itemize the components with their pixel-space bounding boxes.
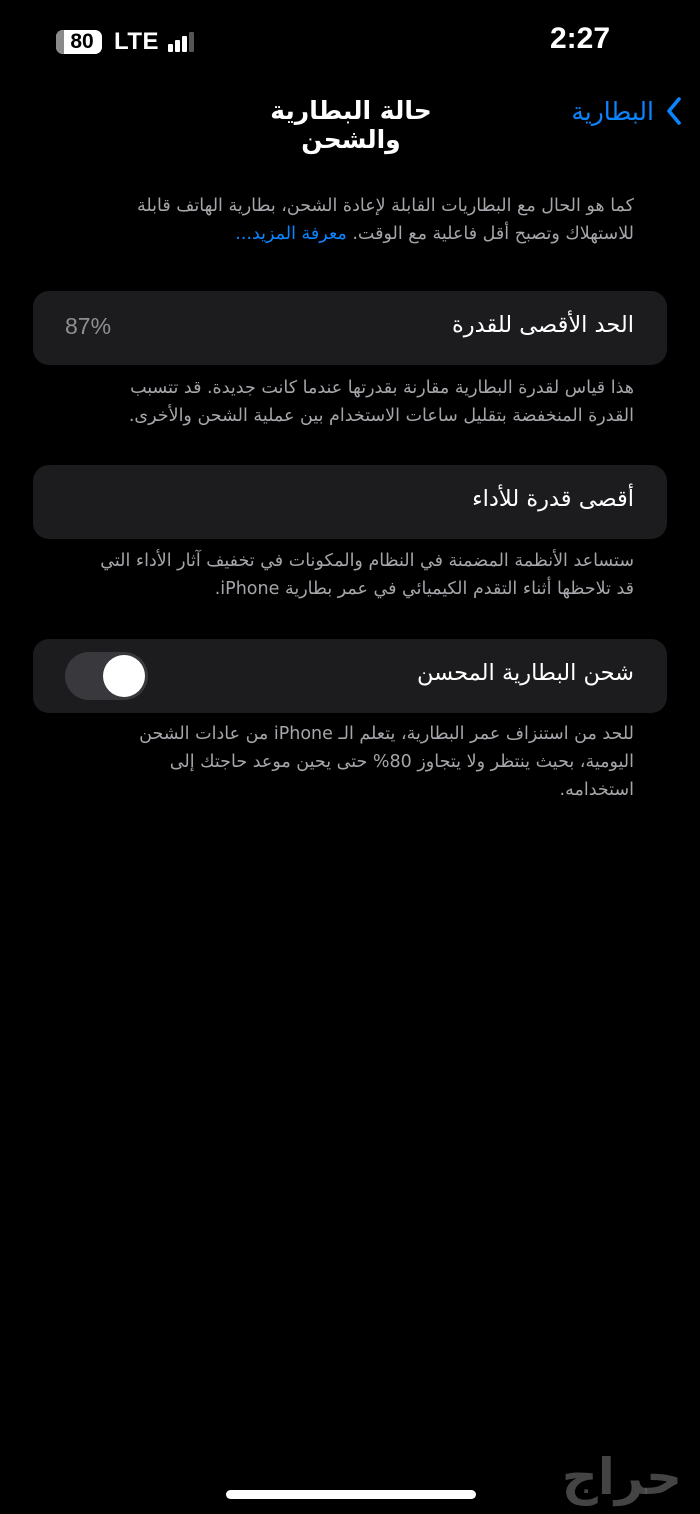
navigation-bar: [0, 90, 700, 154]
peak-performance-note: ستساعد الأنظمة المضمنة في النظام والمكونات في تخفيف آثار الأداء التي قد تلاحظها أثناء التقدم الكيميائي في عمر بطارية iPhone.: [100, 551, 634, 599]
intro-note: [100, 192, 634, 248]
watermark-logo: حراج: [561, 1448, 682, 1506]
optimized-charging-label: شحن البطارية المحسن: [416, 660, 634, 686]
intro-text: كما هو الحال مع البطاريات القابلة لإعادة الشحن، بطارية الهاتف قابلة للاستهلاك وتصبح أقل فاعلية مع الوقت.: [137, 196, 634, 244]
toggle-knob: [103, 655, 145, 697]
status-time: 2:27: [549, 22, 610, 55]
home-indicator[interactable]: [226, 1490, 476, 1499]
battery-nub: [56, 30, 64, 54]
peak-performance-row: [33, 465, 667, 539]
chevron-left-icon: [666, 96, 682, 126]
optimized-charging-toggle[interactable]: [65, 652, 148, 700]
back-label: البطارية: [571, 96, 654, 126]
learn-more-link[interactable]: معرفة المزيد...: [235, 224, 347, 244]
optimized-charging-note: للحد من استنزاف عمر البطارية، يتعلم الـ iPhone من عادات الشحن اليومية، بحيث ينتظر ولا يتجاوز 80% حتى يحين موعد حاجتك إلى استخدامه.: [139, 724, 634, 800]
page-title: حالة البطارية والشحن: [270, 96, 432, 154]
battery-level: 80: [70, 30, 94, 53]
max-capacity-row: [33, 291, 667, 365]
max-capacity-value: 87%: [65, 313, 112, 339]
status-bar: [0, 0, 700, 84]
optimized-charging-row: [33, 639, 667, 713]
max-capacity-note: هذا قياس لقدرة البطارية مقارنة بقدرتها عندما كانت جديدة. قد تتسبب القدرة المنخفضة بتقليل ساعات الاستخدام بين عملية الشحن والأخرى.: [128, 378, 634, 426]
back-button[interactable]: [571, 96, 682, 126]
signal-icon: [168, 32, 198, 52]
network-type: LTE: [114, 28, 160, 55]
battery-icon: [56, 30, 102, 54]
peak-performance-label: أقصى قدرة للأداء: [472, 486, 634, 512]
max-capacity-label: الحد الأقصى للقدرة: [452, 312, 634, 338]
